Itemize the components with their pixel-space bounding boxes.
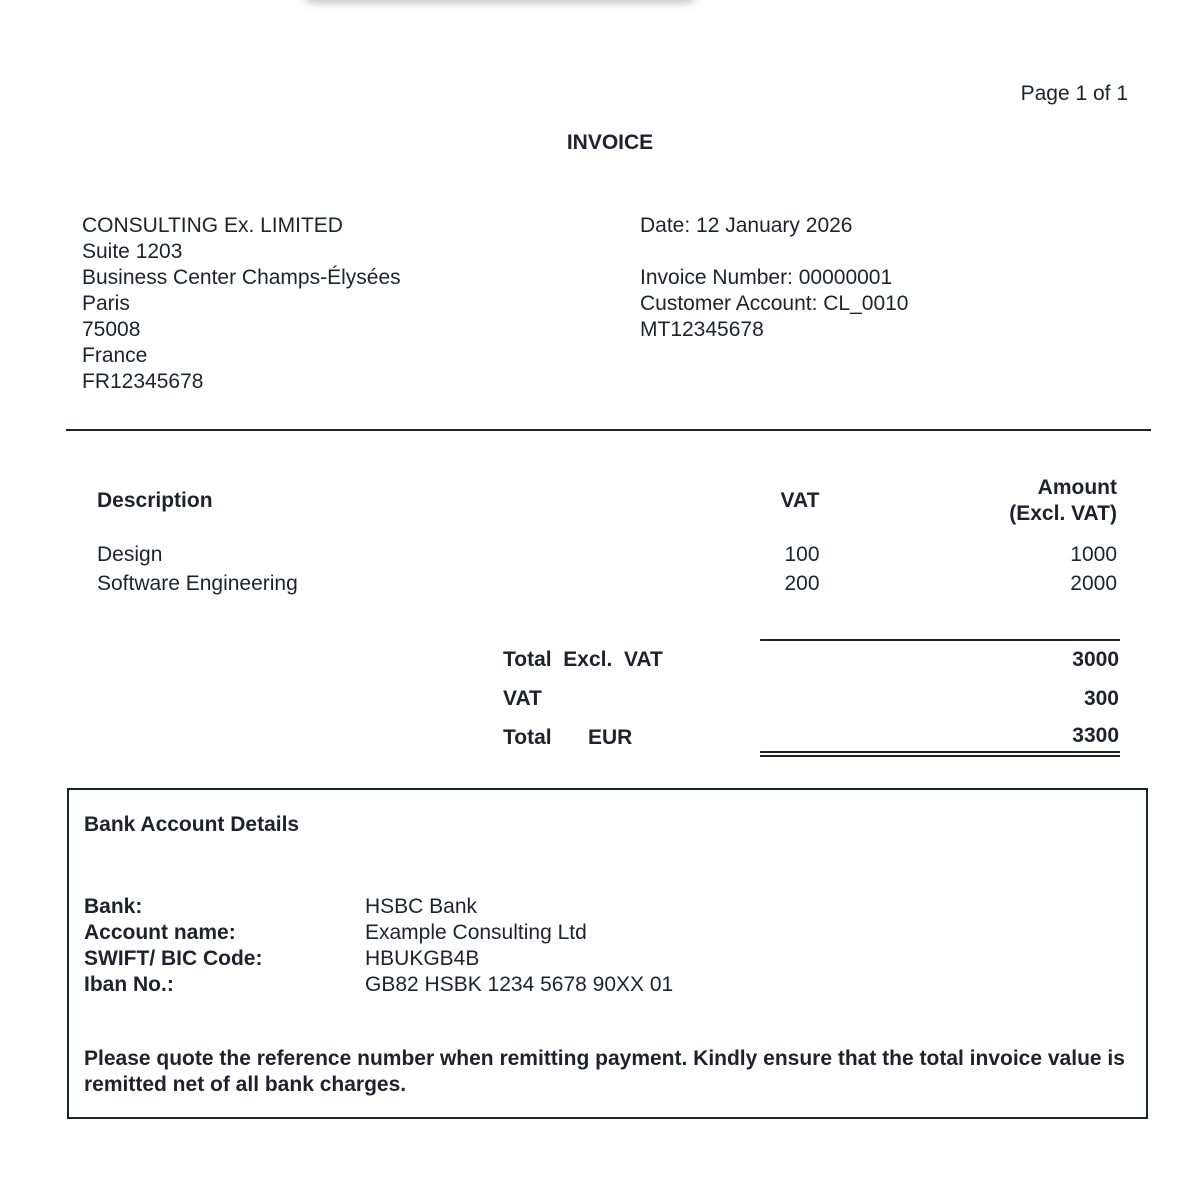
vat-total-label: VAT	[503, 687, 542, 710]
total-excl-vat-label: Total Excl. VAT	[503, 648, 663, 671]
account-name-value: Example Consulting Ltd	[365, 921, 587, 944]
supplier-address	[82, 213, 401, 395]
supplier-line: CONSULTING Ex. LIMITED	[82, 214, 343, 237]
grand-total-value: 3300	[1072, 724, 1119, 747]
invoice-number: Invoice Number: 00000001	[640, 266, 893, 289]
invoice-date: Date: 12 January 2026	[640, 214, 853, 237]
row-vat: 100	[784, 543, 820, 566]
amount-header-line: Amount	[1037, 476, 1117, 499]
supplier-line: Paris	[82, 292, 130, 315]
swift-value: HBUKGB4B	[365, 947, 480, 970]
supplier-line: Business Center Champs-Élysées	[82, 266, 401, 289]
row-description: Design	[97, 543, 163, 566]
row-vat: 200	[784, 572, 820, 595]
customer-account: Customer Account: CL_0010	[640, 292, 909, 315]
currency: EUR	[588, 726, 633, 749]
invoice-title: INVOICE	[566, 131, 654, 154]
vat-total-value: 300	[1083, 687, 1119, 710]
row-description: Software Engineering	[97, 572, 298, 595]
totals-divider	[760, 639, 1120, 641]
double-underline-top	[760, 751, 1120, 753]
bank-labels	[84, 894, 262, 998]
double-underline-bottom	[760, 755, 1120, 757]
customer-vat-number: MT12345678	[640, 318, 764, 341]
iban-label: Iban No.:	[84, 973, 174, 996]
bank-label: Bank:	[84, 895, 143, 918]
supplier-line: FR12345678	[82, 370, 204, 393]
grand-total-label: Total	[503, 726, 552, 749]
swift-label: SWIFT/ BIC Code:	[84, 947, 263, 970]
iban-value: GB82 HSBK 1234 5678 90XX 01	[365, 973, 674, 996]
column-header-vat: VAT	[780, 489, 820, 512]
supplier-line: 75008	[82, 318, 141, 341]
supplier-line: France	[82, 344, 148, 367]
bank-values	[365, 894, 673, 998]
bank-value: HSBC Bank	[365, 895, 478, 918]
header-divider	[66, 429, 1151, 431]
invoice-info	[640, 213, 909, 343]
supplier-line: Suite 1203	[82, 240, 183, 263]
row-amount: 1000	[1070, 543, 1117, 566]
page-indicator: Page 1 of 1	[1020, 82, 1128, 105]
bank-details-heading: Bank Account Details	[84, 813, 300, 836]
payment-note: Please quote the reference number when remitting payment. Kindly ensure that the total invoice value is remitted net of all bank charges.	[84, 1047, 1125, 1096]
column-header-amount	[1009, 475, 1117, 527]
column-header-description: Description	[97, 489, 213, 512]
amount-header-line: (Excl. VAT)	[1009, 502, 1117, 525]
total-excl-vat-value: 3000	[1072, 648, 1119, 671]
account-name-label: Account name:	[84, 921, 236, 944]
row-amount: 2000	[1070, 572, 1117, 595]
